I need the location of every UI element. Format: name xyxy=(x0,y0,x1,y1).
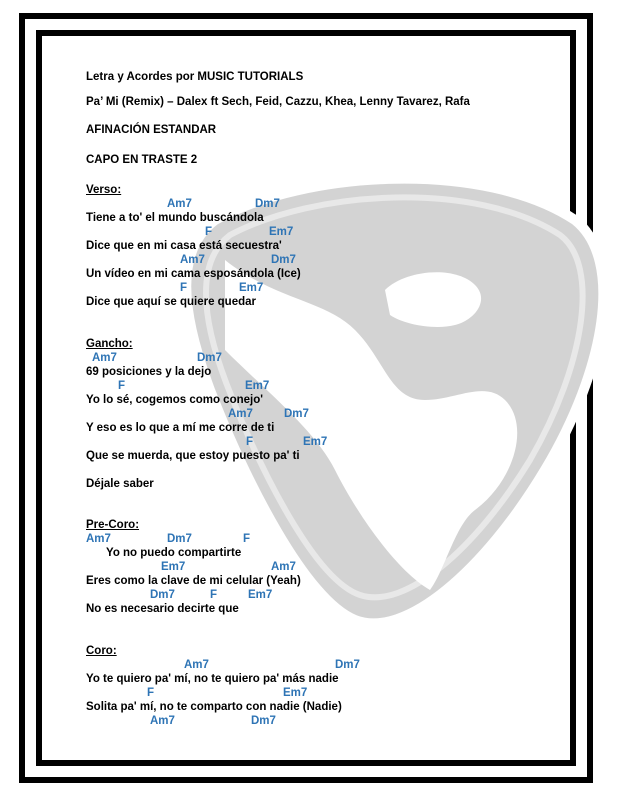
chord: Dm7 xyxy=(150,589,175,601)
chord: F xyxy=(118,380,126,392)
section-heading-coro: Coro: xyxy=(86,645,117,657)
chord: Em7 xyxy=(161,561,186,573)
chord: Em7 xyxy=(245,380,270,392)
chord: F xyxy=(210,589,218,601)
chord: Dm7 xyxy=(167,533,192,545)
chord: Am7 xyxy=(180,254,205,266)
chord: Dm7 xyxy=(284,408,309,420)
lyric-line: No es necesario decirte que xyxy=(86,603,239,615)
chord: Am7 xyxy=(184,659,209,671)
lyric-line: Yo lo sé, cogemos como conejo' xyxy=(86,394,263,406)
chord: Am7 xyxy=(228,408,253,420)
chord: Em7 xyxy=(303,436,328,448)
chord: F xyxy=(246,436,254,448)
lyric-line: Yo te quiero pa' mí, no te quiero pa' más nadie xyxy=(86,673,339,685)
lyric-line: Dice que aquí se quiere quedar xyxy=(86,296,256,308)
chord: Em7 xyxy=(283,687,308,699)
lyric-line: Y eso es lo que a mí me corre de ti xyxy=(86,422,275,434)
chord: Am7 xyxy=(167,198,192,210)
lyric-line: Déjale saber xyxy=(86,478,154,490)
chord: Am7 xyxy=(271,561,296,573)
chord: Am7 xyxy=(92,352,117,364)
capo-line: CAPO EN TRASTE 2 xyxy=(86,154,198,166)
chord: F xyxy=(243,533,251,545)
lyric-line: Un vídeo en mi cama esposándola (Ice) xyxy=(86,268,301,280)
chord: F xyxy=(147,687,155,699)
chord: F xyxy=(180,282,188,294)
chord: Em7 xyxy=(248,589,273,601)
chord: Em7 xyxy=(239,282,264,294)
chord: Em7 xyxy=(269,226,294,238)
section-heading-precoro: Pre-Coro: xyxy=(86,519,140,531)
section-heading-gancho: Gancho: xyxy=(86,338,133,350)
chord: Dm7 xyxy=(335,659,360,671)
chord: F xyxy=(205,226,213,238)
credit-line: Letra y Acordes por MUSIC TUTORIALS xyxy=(86,71,304,83)
lyric-line: Tiene a to' el mundo buscándola xyxy=(86,212,264,224)
chord: Dm7 xyxy=(251,715,276,727)
lyric-line: Solita pa' mí, no te comparto con nadie (Nadie) xyxy=(86,701,342,713)
lyric-line: Yo no puedo compartirte xyxy=(106,547,242,559)
lyric-line: 69 posiciones y la dejo xyxy=(86,366,212,378)
section-heading-verso: Verso: xyxy=(86,184,122,196)
chord: Am7 xyxy=(150,715,175,727)
song-title: Pa’ Mi (Remix) – Dalex ft Sech, Feid, Cazzu, Khea, Lenny Tavarez, Rafa xyxy=(86,96,470,108)
lyric-line: Dice que en mi casa está secuestra' xyxy=(86,240,282,252)
tuning-line: AFINACIÓN ESTANDAR xyxy=(86,124,217,136)
chord: Dm7 xyxy=(197,352,222,364)
chord: Am7 xyxy=(86,533,111,545)
lyric-line: Eres como la clave de mi celular (Yeah) xyxy=(86,575,301,587)
chord: Dm7 xyxy=(255,198,280,210)
lyric-line: Que se muerda, que estoy puesto pa' ti xyxy=(86,450,300,462)
chord: Dm7 xyxy=(271,254,296,266)
